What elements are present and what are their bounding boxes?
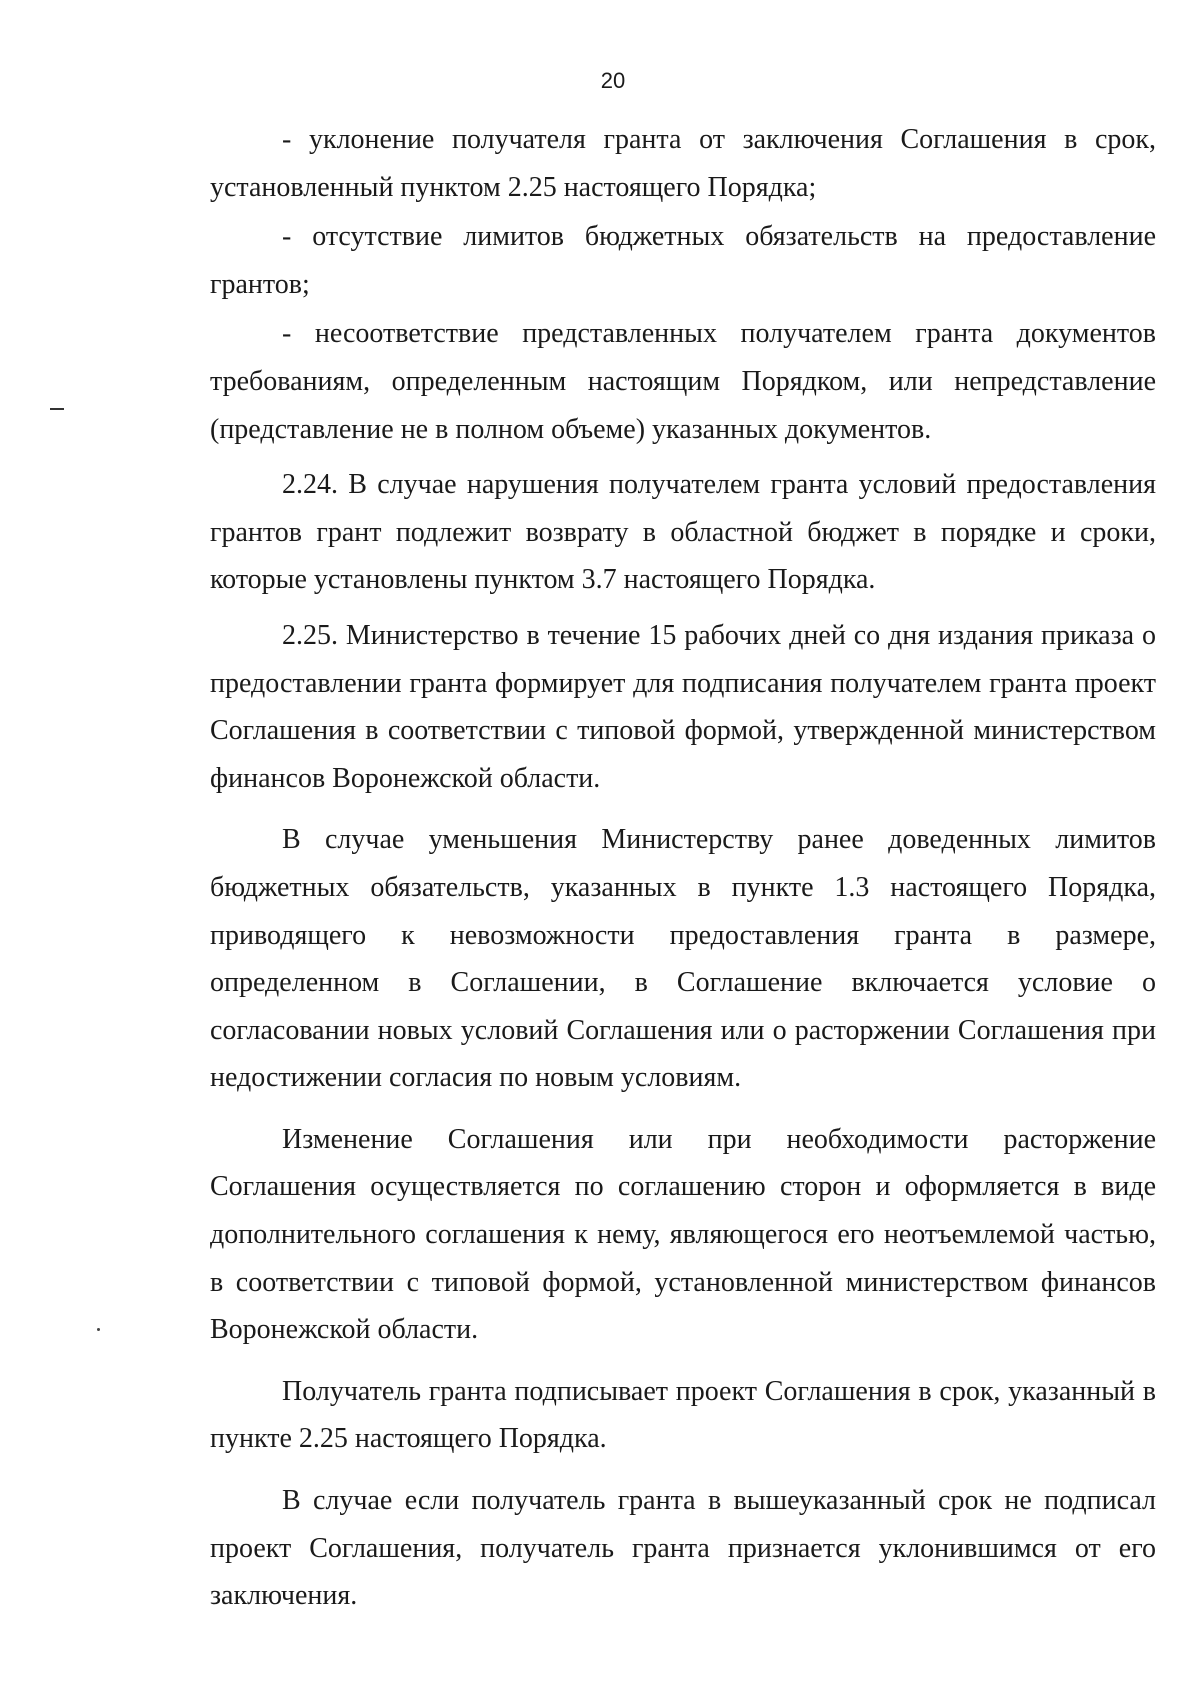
page-number: 20 [600,68,626,93]
paragraph-limits-reduction: В случае уменьшения Министерству ранее доведенных лимитов бюджетных обязательств, указанных в пункте 1.3 настоящего Порядка, приводящего к невозможности предоставления гранта в размере, определенном в Соглашении, в Соглашение включается условие о согласовании новых условий Соглашения или о расторжении Соглашения при недостижении согласия по новым условиям. [210,824,1156,1094]
margin-dash-mark [50,408,64,410]
paragraph-no-limits: - отсутствие лимитов бюджетных обязательств на предоставление грантов; [210,221,1156,300]
paragraph-signing: Получатель гранта подписывает проект Соглашения в срок, указанный в пункте 2.25 настоящего Порядка. [210,1375,1156,1455]
scan-speck [97,1328,100,1331]
paragraph-noncompliance: - несоответствие представленных получателем гранта документов требованиям, определенным настоящим Порядком, или непредставление (представление не в полном объеме) указанных документов. [210,318,1156,445]
document-body [210,116,1156,1620]
paragraph-evasion: - уклонение получателя гранта от заключения Соглашения в срок, установленный пунктом 2.25 настоящего Порядка; [210,124,1156,203]
paragraph-2-25: 2.25. Министерство в течение 15 рабочих дней со дня издания приказа о предоставлении гранта формирует для подписания получателем гранта проект Соглашения в соответствии с типовой формой, утвержденной министерством финансов Воронежской области. [210,619,1156,794]
paragraph-agreement-change: Изменение Соглашения или при необходимости расторжение Соглашения осуществляется по соглашению сторон и оформляется в виде дополнительного соглашения к нему, являющегося его неотъемлемой частью, в соответствии с типовой формой, установленной министерством финансов Воронежской области. [210,1123,1156,1346]
paragraph-evasion-consequence: В случае если получатель гранта в вышеуказанный срок не подписал проект Соглашения, получатель гранта признается уклонившимся от его заключения. [210,1485,1156,1612]
paragraph-2-24: 2.24. В случае нарушения получателем гранта условий предоставления грантов грант подлежит возврату в областной бюджет в порядке и сроки, которые установлены пунктом 3.7 настоящего Порядка. [210,469,1156,596]
